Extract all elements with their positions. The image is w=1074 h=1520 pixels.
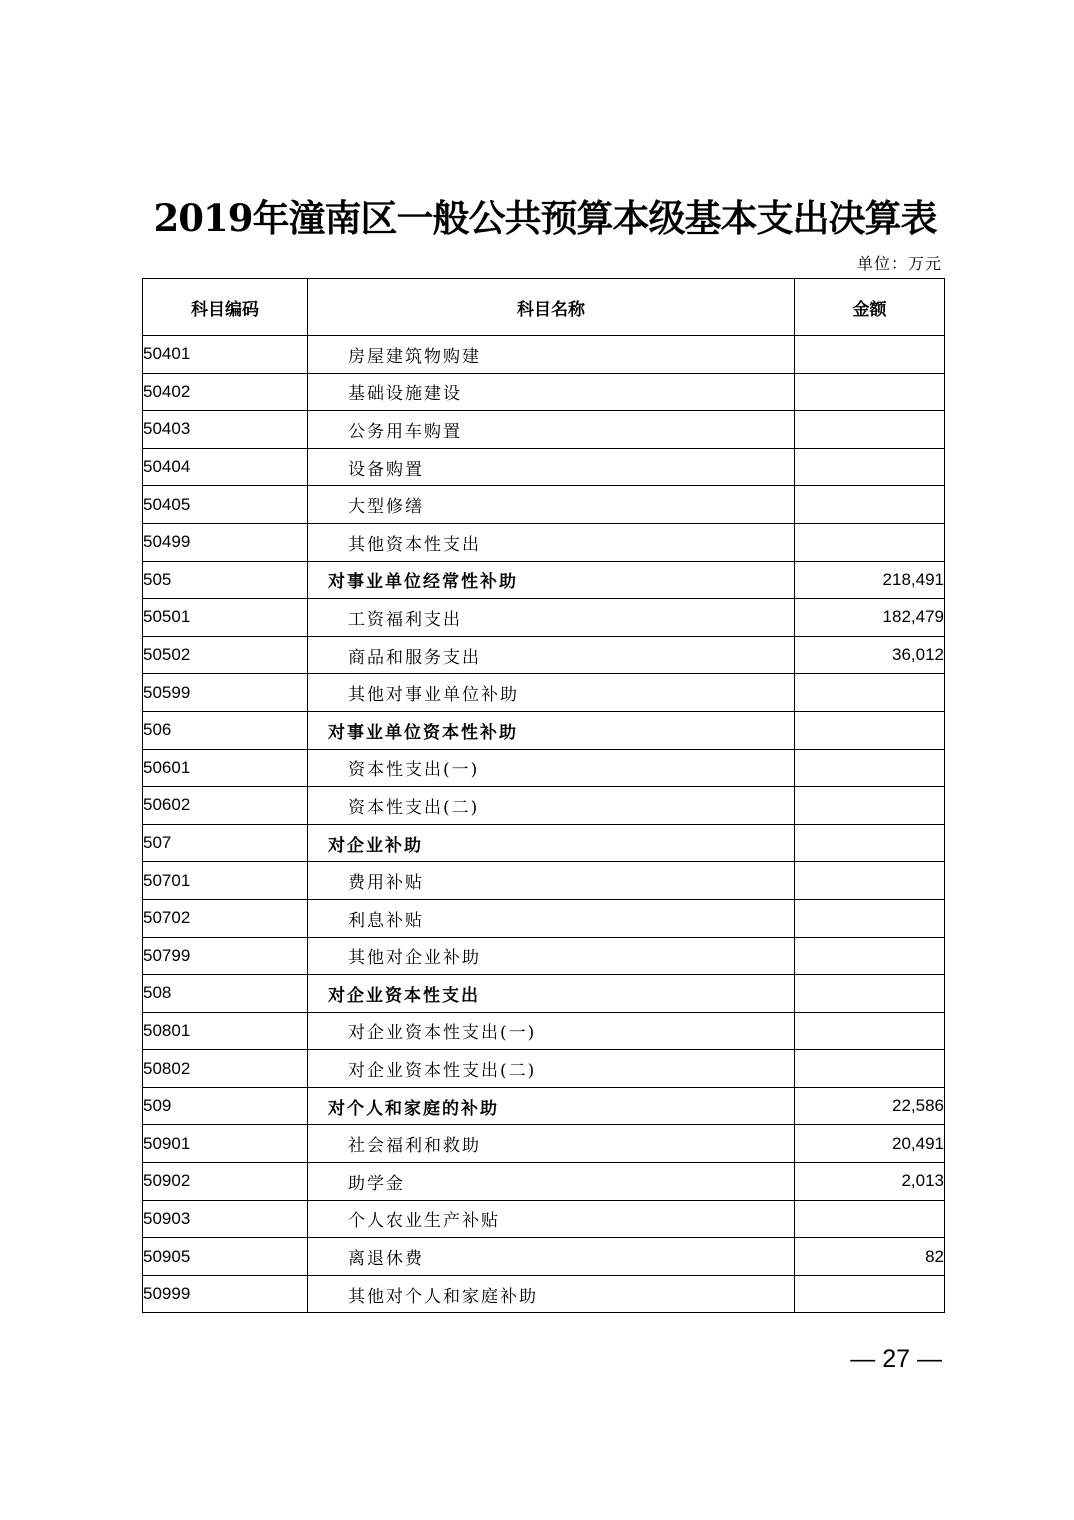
row-name: 其他对个人和家庭补助 [308, 1275, 795, 1313]
row-code: 50501 [143, 599, 308, 637]
table-row [143, 411, 945, 449]
row-amount [795, 674, 945, 712]
row-name: 对企业资本性支出(二) [308, 1050, 795, 1088]
row-code: 50902 [143, 1163, 308, 1201]
row-code: 50402 [143, 373, 308, 411]
table-row [143, 824, 945, 862]
row-amount [795, 411, 945, 449]
table-row [143, 937, 945, 975]
header-amount: 金额 [795, 279, 945, 336]
row-code: 50601 [143, 749, 308, 787]
row-amount [795, 523, 945, 561]
row-amount [795, 448, 945, 486]
table-row [143, 674, 945, 712]
table-row [143, 1275, 945, 1313]
table-row [143, 599, 945, 637]
table-row [143, 636, 945, 674]
row-code: 50599 [143, 674, 308, 712]
row-name: 其他对事业单位补助 [308, 674, 795, 712]
table-row [143, 1012, 945, 1050]
row-name: 房屋建筑物购建 [308, 336, 795, 374]
table-row [143, 1050, 945, 1088]
row-name: 资本性支出(一) [308, 749, 795, 787]
row-name: 社会福利和救助 [308, 1125, 795, 1163]
header-code: 科目编码 [143, 279, 308, 336]
row-code: 50701 [143, 862, 308, 900]
row-amount [795, 1275, 945, 1313]
table-row [143, 1238, 945, 1276]
row-code: 50802 [143, 1050, 308, 1088]
row-name: 个人农业生产补贴 [308, 1200, 795, 1238]
row-code: 507 [143, 824, 308, 862]
header-name: 科目名称 [308, 279, 795, 336]
row-amount [795, 336, 945, 374]
row-name: 利息补贴 [308, 899, 795, 937]
table-row [143, 373, 945, 411]
budget-table [142, 278, 945, 1313]
row-code: 50702 [143, 899, 308, 937]
row-name: 基础设施建设 [308, 373, 795, 411]
row-amount: 36,012 [795, 636, 945, 674]
table-row [143, 862, 945, 900]
row-code: 50405 [143, 486, 308, 524]
row-amount: 22,586 [795, 1087, 945, 1125]
row-code: 50903 [143, 1200, 308, 1238]
row-amount [795, 1012, 945, 1050]
row-code: 50999 [143, 1275, 308, 1313]
table-row [143, 336, 945, 374]
row-code: 50905 [143, 1238, 308, 1276]
table-row [143, 711, 945, 749]
row-amount: 218,491 [795, 561, 945, 599]
row-code: 50403 [143, 411, 308, 449]
table-header-row [143, 279, 945, 336]
row-amount: 182,479 [795, 599, 945, 637]
row-amount [795, 711, 945, 749]
row-amount [795, 373, 945, 411]
row-name: 对事业单位资本性补助 [308, 711, 795, 749]
row-code: 506 [143, 711, 308, 749]
row-code: 50499 [143, 523, 308, 561]
page-number: — 27 — [850, 1345, 942, 1373]
row-name: 对个人和家庭的补助 [308, 1087, 795, 1125]
row-amount [795, 1050, 945, 1088]
row-code: 50401 [143, 336, 308, 374]
row-name: 公务用车购置 [308, 411, 795, 449]
row-name: 其他对企业补助 [308, 937, 795, 975]
row-code: 50404 [143, 448, 308, 486]
table-row [143, 1087, 945, 1125]
row-amount [795, 1200, 945, 1238]
row-name: 工资福利支出 [308, 599, 795, 637]
row-amount [795, 824, 945, 862]
row-name: 对企业补助 [308, 824, 795, 862]
row-name: 商品和服务支出 [308, 636, 795, 674]
row-amount [795, 486, 945, 524]
row-code: 50602 [143, 787, 308, 825]
row-name: 对事业单位经常性补助 [308, 561, 795, 599]
table-row [143, 787, 945, 825]
row-name: 大型修缮 [308, 486, 795, 524]
row-name: 费用补贴 [308, 862, 795, 900]
row-amount [795, 787, 945, 825]
row-amount [795, 749, 945, 787]
row-amount: 82 [795, 1238, 945, 1276]
row-code: 50901 [143, 1125, 308, 1163]
row-name: 对企业资本性支出 [308, 975, 795, 1013]
row-code: 50801 [143, 1012, 308, 1050]
row-name: 对企业资本性支出(一) [308, 1012, 795, 1050]
row-amount [795, 937, 945, 975]
row-amount: 2,013 [795, 1163, 945, 1201]
table-row [143, 899, 945, 937]
row-amount [795, 899, 945, 937]
row-code: 50799 [143, 937, 308, 975]
row-amount [795, 862, 945, 900]
row-code: 50502 [143, 636, 308, 674]
row-code: 509 [143, 1087, 308, 1125]
table-row [143, 1163, 945, 1201]
table-row [143, 1125, 945, 1163]
row-code: 505 [143, 561, 308, 599]
table-body [143, 336, 945, 1313]
table-row [143, 1200, 945, 1238]
table-row [143, 448, 945, 486]
document-title: 2019年潼南区一般公共预算本级基本支出决算表 [153, 196, 937, 240]
row-name: 设备购置 [308, 448, 795, 486]
row-code: 508 [143, 975, 308, 1013]
row-name: 离退休费 [308, 1238, 795, 1276]
table-row [143, 523, 945, 561]
row-name: 助学金 [308, 1163, 795, 1201]
row-name: 资本性支出(二) [308, 787, 795, 825]
table-row [143, 486, 945, 524]
table-row [143, 561, 945, 599]
table-row [143, 975, 945, 1013]
row-name: 其他资本性支出 [308, 523, 795, 561]
table-row [143, 749, 945, 787]
row-amount [795, 975, 945, 1013]
unit-label: 单位：万元 [856, 254, 942, 273]
row-amount: 20,491 [795, 1125, 945, 1163]
